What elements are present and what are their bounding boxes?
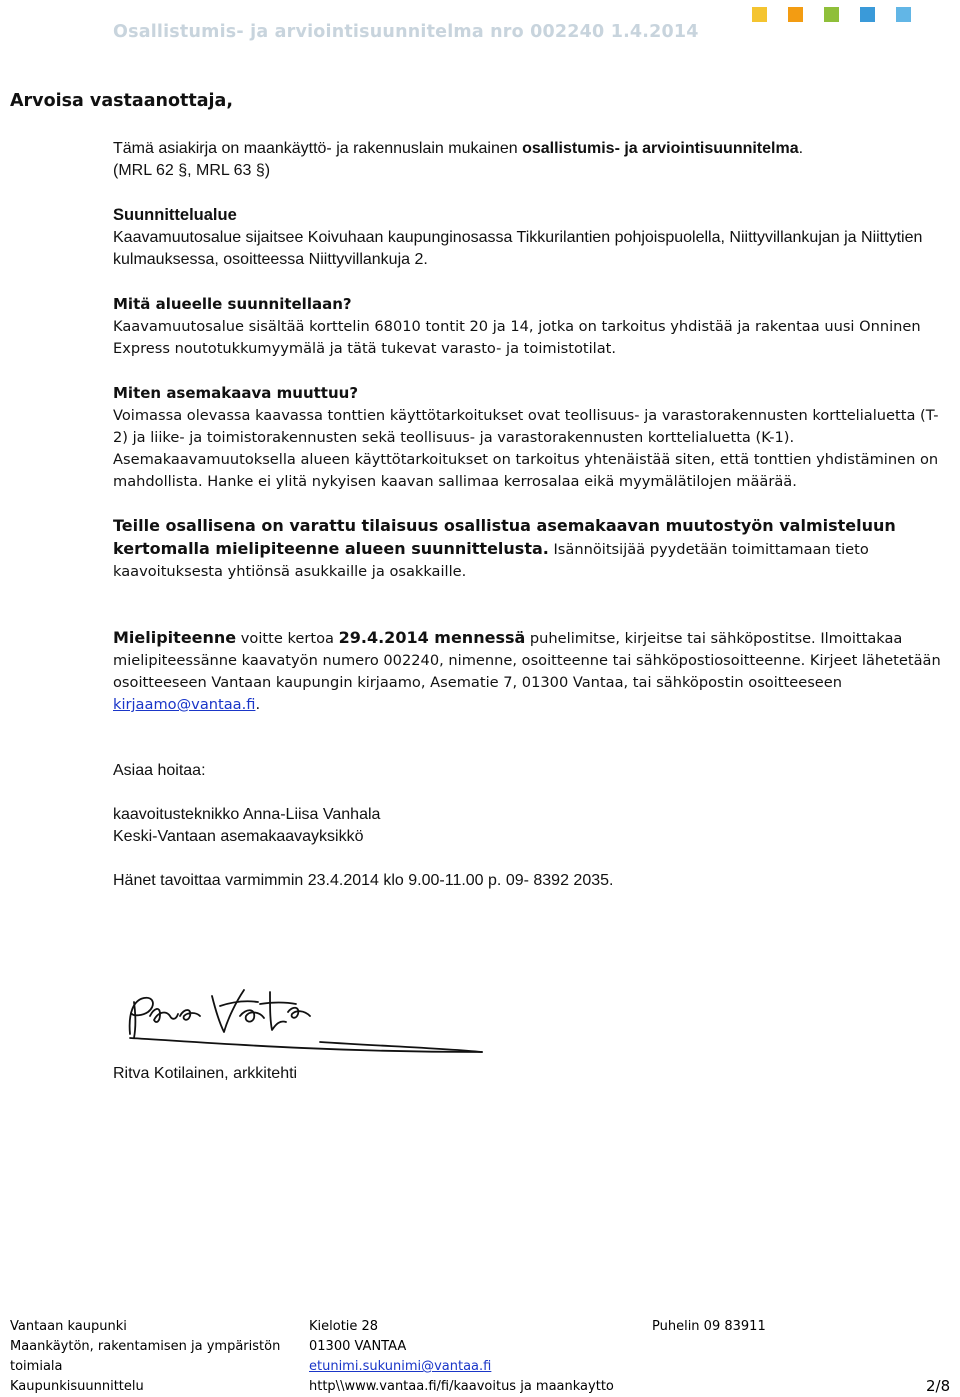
opinion-bold: Mielipiteenne [113,628,237,647]
intro-text: Tämä asiakirja on maankäyttö- ja rakennuslain mukainen [113,140,523,157]
intro-paragraph [113,138,953,182]
section-body: Kaavamuutosalue sijaitsee Koivuhaan kaupunginosassa Tikkurilantien pohjoispuolella, Niittyvillankujan ja Niittytien kulmauksessa, osoitteessa Niittyvillankuja 2. [113,229,923,268]
opinion-paragraph [113,627,953,716]
contact-unit: Keski-Vantaan asemakaavayksikkö [113,828,364,845]
document-header-title: Osallistumis- ja arviointisuunnitelma nro 002240 1.4.2014 [113,22,699,42]
logo-square [860,7,875,22]
footer-line: Kaupunkisuunnittelu [10,1379,144,1394]
signer-name: Ritva Kotilainen, arkkitehti [113,1065,298,1082]
handwritten-signature [120,972,490,1058]
logo-square [824,7,839,22]
footer-line: Maankäytön, rakentamisen ja ympäristön [10,1339,281,1354]
greeting: Arvoisa vastaanottaja, [10,91,234,111]
deadline-bold: 29.4.2014 mennessä [338,628,526,647]
footer-phone: Puhelin 09 83911 [652,1319,766,1334]
contact-label: Asiaa hoitaa: [113,762,206,779]
participation-bold: Teille osallisena on varattu tilaisuus osallistua asemakaavan muutostyön valmisteluun kertomalla mielipiteenne alueen suunnittelusta. [113,516,896,558]
opinion-text: puhelimitse, kirjeitse tai sähköpostitse. Ilmoittakaa mielipiteessänne kaavatyön numero 002240, nimenne, osoitteenne tai sähköpostiosoitteenne. Kirjeet lähetetään osoitteeseen Vantaan kaupungin kirjaamo, Asematie 7, 01300 Vantaa, tai sähköpostin osoitteeseen [113,630,941,691]
footer-email-link[interactable]: etunimi.sukunimi@vantaa.fi [309,1359,492,1374]
participation-paragraph [113,515,953,583]
section-body: Kaavamuutosalue sisältää korttelin 68010 tontit 20 ja 14, jotka on tarkoitus yhdistää ja rakentaa uusi Onninen Express noutotukkumyymälä ja tätä tukevat varasto- ja toimistotilat. [113,318,921,357]
opinion-period: . [255,696,261,713]
footer-line: Kielotie 28 [309,1319,379,1334]
footer-organization [10,1317,280,1397]
contact-reach: Hänet tavoittaa varmimmin 23.4.2014 klo 9.00-11.00 p. 09- 8392 2035. [113,872,614,889]
footer-line: toimiala [10,1359,63,1374]
intro-period: . [798,140,804,157]
section-suunnittelualue [113,204,953,271]
footer-line: 01300 VANTAA [309,1339,407,1354]
letter-body [113,138,953,892]
section-body: Voimassa olevassa kaavassa tonttien käyttötarkoitukset ovat teollisuus- ja varastorakennusten korttelialuetta (T-2) ja liike- ja toimistorakennusten sekä teollisuus- ja varastorakennusten korttelialuetta (K-1). Asemakaavamuutoksella alueen käyttötarkoitukset on tarkoitus yhtenäistää siten, että tonttien yhdistäminen on mahdollista. Hanke ei ylitä nykyisen kaavan sallimaa kerrosalaa eikä myymälätilojen määrää. [113,407,939,490]
logo-square [752,7,767,22]
footer-website: http\\www.vantaa.fi/fi/kaavoitus ja maankaytto [309,1379,614,1394]
section-miten [113,382,953,493]
logo-square [788,7,803,22]
footer-line: Vantaan kaupunki [10,1319,127,1334]
intro-law-reference: (MRL 62 §, MRL 63 §) [113,162,271,179]
logo-square [896,7,911,22]
page-number: 2/8 [926,1377,951,1395]
section-heading: Suunnittelualue [113,206,237,224]
contact-name: kaavoitusteknikko Anna-Liisa Vanhala [113,806,381,823]
intro-bold: osallistumis- ja arviointisuunnitelma [522,140,799,157]
section-heading: Mitä alueelle suunnitellaan? [113,295,352,313]
section-heading: Miten asemakaava muuttuu? [113,384,359,402]
section-mita [113,293,953,360]
email-link[interactable]: kirjaamo@vantaa.fi [113,696,256,713]
footer-address [309,1317,614,1397]
opinion-text: voitte kertoa [236,630,339,647]
contact-block [113,804,953,848]
participation-text: Isännöitsijää pyydetään toimittamaan tieto kaavoituksesta yhtiönsä asukkaille ja osakkaille. [113,541,869,580]
